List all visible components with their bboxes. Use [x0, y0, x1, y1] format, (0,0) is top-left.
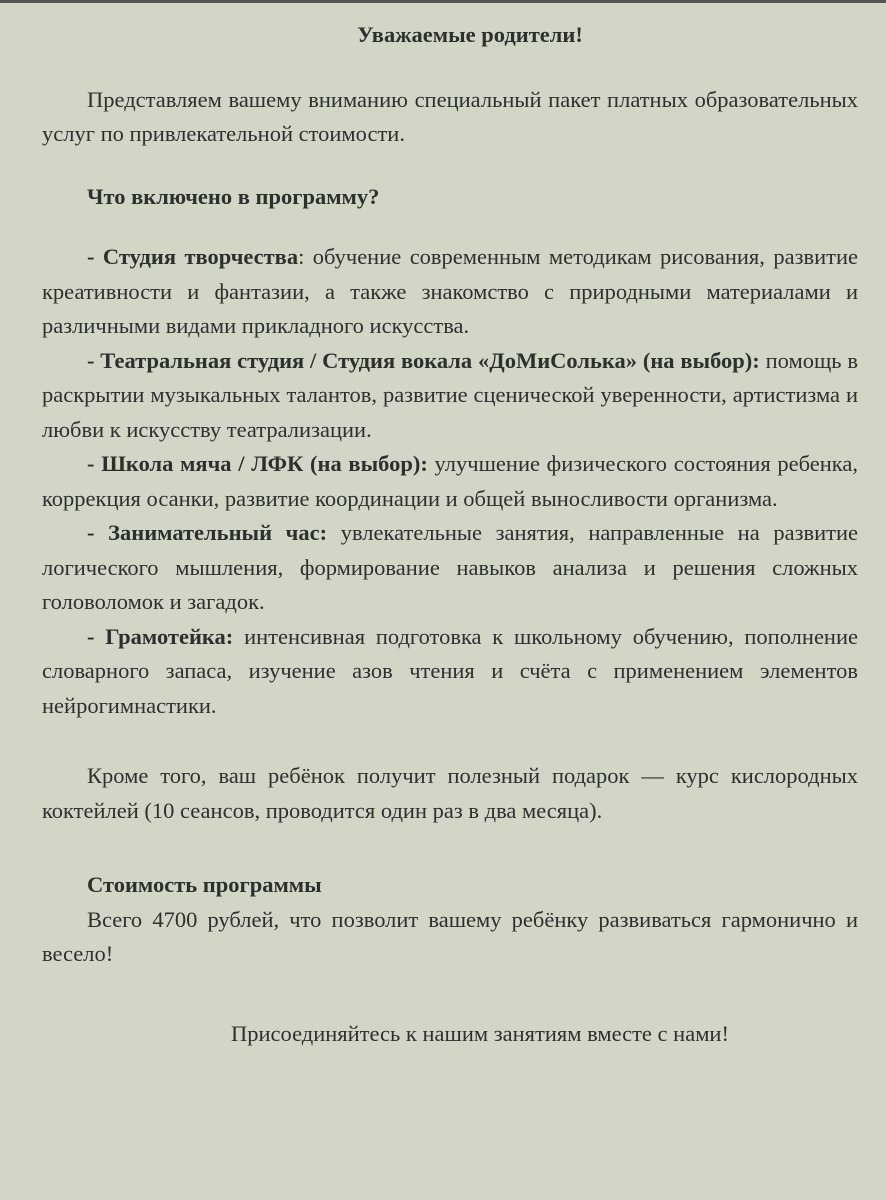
item-text: : обучение современным методикам рисования, развитие креативности и фантазии, а также знакомство с природными материалами и различными видами прикладного искусства.: [42, 244, 859, 338]
item-name: - Театральная студия / Студия вокала «ДоМиСолька» (на выбор):: [87, 347, 760, 373]
gift-paragraph: Кроме того, ваш ребёнок получит полезный подарок — курс кислородных коктейлей (10 сеансов, проводится один раз в два месяца).: [42, 763, 858, 823]
program-item: [42, 516, 858, 620]
closing-line: Присоединяйтесь к нашим занятиям вместе с нами!: [231, 1020, 729, 1046]
flyer-document: [42, 18, 858, 1051]
item-name: - Студия творчества: [87, 244, 299, 269]
cost-paragraph: Всего 4700 рублей, что позволит вашему ребёнку развиваться гармонично и весело!: [42, 906, 858, 966]
item-name: - Занимательный час:: [87, 520, 328, 545]
program-heading: Что включено в программу?: [87, 183, 380, 209]
intro-paragraph: Представляем вашему вниманию специальный пакет платных образовательных услуг по привлекательной стоимости.: [42, 86, 858, 146]
paper-edge: [0, 0, 886, 3]
item-text: улучшение физического состояния ребенка, коррекция осанки, развитие координации и общей выносливости организма.: [42, 451, 858, 511]
program-item: [42, 240, 858, 344]
item-name: - Грамотейка:: [87, 623, 234, 649]
program-items: [42, 240, 858, 723]
program-item: [42, 447, 858, 516]
program-item: [42, 620, 858, 724]
program-item: [42, 344, 858, 448]
item-text: интенсивная подготовка к школьному обучению, пополнение словарного запаса, изучение азов чтения и счёта с применением элементов нейрогимнастики.: [42, 623, 858, 718]
item-name: - Школа мяча / ЛФК (на выбор):: [87, 451, 428, 476]
item-text: помощь в раскрытии музыкальных талантов, развитие сценической уверенности, артистизма и любви к искусству театрализации.: [42, 347, 858, 442]
cost-heading: Стоимость программы: [87, 872, 322, 897]
document-title: Уважаемые родители!: [357, 22, 583, 47]
item-text: увлекательные занятия, направленные на развитие логического мышления, формирование навыков анализа и решения сложных головоломок и загадок.: [42, 520, 858, 614]
